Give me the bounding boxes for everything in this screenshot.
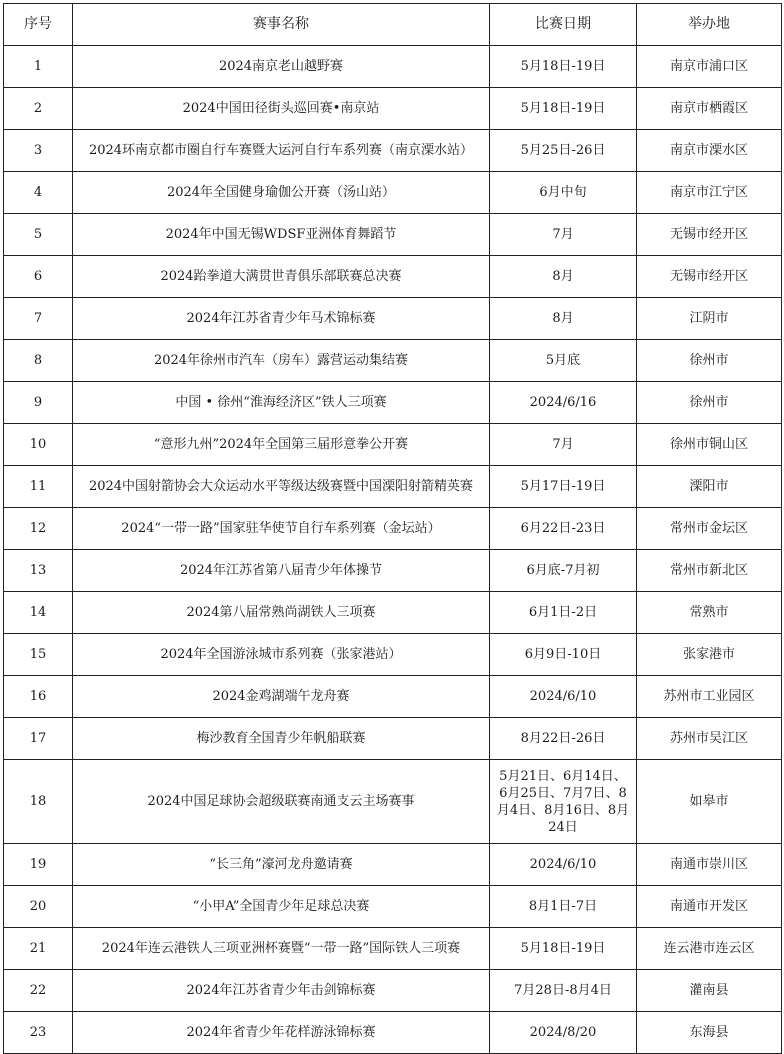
cell-date: 8月1日-7日 (490, 886, 637, 928)
cell-index: 23 (4, 1012, 73, 1054)
cell-event-name: 2024年徐州市汽车（房车）露营运动集结赛 (73, 340, 490, 382)
cell-place: 江阴市 (637, 298, 782, 340)
cell-place: 南京市浦口区 (637, 46, 782, 88)
table-row (4, 298, 782, 340)
cell-event-name: 2024金鸡湖端午龙舟赛 (73, 676, 490, 718)
table-row (4, 466, 782, 508)
cell-event-name: 2024年江苏省第八届青少年体操节 (73, 550, 490, 592)
cell-index: 20 (4, 886, 73, 928)
cell-index: 9 (4, 382, 73, 424)
cell-date: 5月18日-19日 (490, 928, 637, 970)
cell-index: 12 (4, 508, 73, 550)
cell-date: 5月18日-19日 (490, 46, 637, 88)
table-row (4, 424, 782, 466)
cell-event-name: 2024年江苏省青少年马术锦标赛 (73, 298, 490, 340)
table-row (4, 550, 782, 592)
cell-index: 19 (4, 844, 73, 886)
cell-date: 8月 (490, 256, 637, 298)
cell-event-name: “长三角”濠河龙舟邀请赛 (73, 844, 490, 886)
cell-date: 2024/6/10 (490, 844, 637, 886)
cell-event-name: 2024中国田径街头巡回赛•南京站 (73, 88, 490, 130)
cell-event-name: 2024年连云港铁人三项亚洲杯赛暨“一带一路”国际铁人三项赛 (73, 928, 490, 970)
cell-place: 苏州市吴江区 (637, 718, 782, 760)
cell-event-name: 2024年中国无锡WDSF亚洲体育舞蹈节 (73, 214, 490, 256)
table-row (4, 1012, 782, 1054)
cell-date: 6月底-7月初 (490, 550, 637, 592)
cell-place: 灌南县 (637, 970, 782, 1012)
cell-date: 6月9日-10日 (490, 634, 637, 676)
cell-event-name: “意形九州”2024年全国第三届形意拳公开赛 (73, 424, 490, 466)
table-row (4, 676, 782, 718)
cell-index: 2 (4, 88, 73, 130)
cell-date: 2024/8/20 (490, 1012, 637, 1054)
cell-index: 17 (4, 718, 73, 760)
cell-index: 10 (4, 424, 73, 466)
cell-date: 2024/6/16 (490, 382, 637, 424)
cell-index: 5 (4, 214, 73, 256)
cell-date: 2024/6/10 (490, 676, 637, 718)
cell-place: 南京市江宁区 (637, 172, 782, 214)
table-row (4, 970, 782, 1012)
cell-index: 1 (4, 46, 73, 88)
cell-date: 5月21日、6月14日、6月25日、7月7日、8月4日、8月16日、8月24日 (490, 760, 637, 844)
table-row (4, 172, 782, 214)
cell-place: 溧阳市 (637, 466, 782, 508)
cell-date: 7月 (490, 424, 637, 466)
cell-index: 18 (4, 760, 73, 844)
cell-event-name: 2024“一带一路”国家驻华使节自行车系列赛（金坛站） (73, 508, 490, 550)
cell-date: 5月底 (490, 340, 637, 382)
cell-index: 15 (4, 634, 73, 676)
cell-place: 徐州市铜山区 (637, 424, 782, 466)
cell-date: 5月25日-26日 (490, 130, 637, 172)
header-date: 比赛日期 (490, 4, 637, 46)
table-row (4, 340, 782, 382)
table-row (4, 214, 782, 256)
cell-date: 6月中旬 (490, 172, 637, 214)
cell-place: 常州市金坛区 (637, 508, 782, 550)
cell-date: 6月1日-2日 (490, 592, 637, 634)
cell-event-name: 2024中国足球协会超级联赛南通支云主场赛事 (73, 760, 490, 844)
cell-event-name: 2024年省青少年花样游泳锦标赛 (73, 1012, 490, 1054)
cell-event-name: 2024南京老山越野赛 (73, 46, 490, 88)
cell-place: 常州市新北区 (637, 550, 782, 592)
cell-place: 常熟市 (637, 592, 782, 634)
table-row (4, 256, 782, 298)
header-place: 举办地 (637, 4, 782, 46)
cell-index: 6 (4, 256, 73, 298)
cell-date: 6月22日-23日 (490, 508, 637, 550)
cell-index: 14 (4, 592, 73, 634)
table-body (4, 46, 782, 1054)
cell-place: 苏州市工业园区 (637, 676, 782, 718)
cell-date: 8月22日-26日 (490, 718, 637, 760)
cell-index: 4 (4, 172, 73, 214)
cell-date: 8月 (490, 298, 637, 340)
cell-place: 南通市开发区 (637, 886, 782, 928)
cell-index: 7 (4, 298, 73, 340)
cell-index: 13 (4, 550, 73, 592)
table-row (4, 634, 782, 676)
cell-place: 徐州市 (637, 382, 782, 424)
cell-event-name: 2024环南京都市圈自行车赛暨大运河自行车系列赛（南京溧水站） (73, 130, 490, 172)
cell-index: 3 (4, 130, 73, 172)
table-row (4, 46, 782, 88)
cell-event-name: 2024跆拳道大满贯世青俱乐部联赛总决赛 (73, 256, 490, 298)
cell-place: 东海县 (637, 1012, 782, 1054)
table-row (4, 886, 782, 928)
cell-event-name: 2024年全国健身瑜伽公开赛（汤山站） (73, 172, 490, 214)
cell-place: 如皋市 (637, 760, 782, 844)
cell-date: 7月 (490, 214, 637, 256)
cell-index: 11 (4, 466, 73, 508)
table-row (4, 760, 782, 844)
table-row (4, 928, 782, 970)
table-row (4, 88, 782, 130)
cell-index: 8 (4, 340, 73, 382)
cell-event-name: 梅沙教育全国青少年帆船联赛 (73, 718, 490, 760)
table-row (4, 844, 782, 886)
table-row (4, 382, 782, 424)
cell-place: 南通市崇川区 (637, 844, 782, 886)
cell-event-name: 2024第八届常熟尚湖铁人三项赛 (73, 592, 490, 634)
cell-place: 徐州市 (637, 340, 782, 382)
table-row (4, 508, 782, 550)
cell-event-name: 2024年江苏省青少年击剑锦标赛 (73, 970, 490, 1012)
cell-place: 连云港市连云区 (637, 928, 782, 970)
cell-event-name: “小甲A”全国青少年足球总决赛 (73, 886, 490, 928)
cell-place: 无锡市经开区 (637, 256, 782, 298)
table-row (4, 130, 782, 172)
table-row (4, 718, 782, 760)
cell-event-name: 2024年全国游泳城市系列赛（张家港站） (73, 634, 490, 676)
cell-date: 5月17日-19日 (490, 466, 637, 508)
cell-place: 南京市溧水区 (637, 130, 782, 172)
cell-place: 无锡市经开区 (637, 214, 782, 256)
cell-place: 南京市栖霞区 (637, 88, 782, 130)
cell-event-name: 中国 • 徐州“淮海经济区”铁人三项赛 (73, 382, 490, 424)
header-row (4, 4, 782, 46)
cell-date: 5月18日-19日 (490, 88, 637, 130)
cell-index: 16 (4, 676, 73, 718)
header-name: 赛事名称 (73, 4, 490, 46)
cell-index: 22 (4, 970, 73, 1012)
cell-event-name: 2024中国射箭协会大众运动水平等级达级赛暨中国溧阳射箭精英赛 (73, 466, 490, 508)
cell-date: 7月28日-8月4日 (490, 970, 637, 1012)
header-index: 序号 (4, 4, 73, 46)
cell-place: 张家港市 (637, 634, 782, 676)
table-row (4, 592, 782, 634)
events-table (3, 3, 782, 1054)
cell-index: 21 (4, 928, 73, 970)
